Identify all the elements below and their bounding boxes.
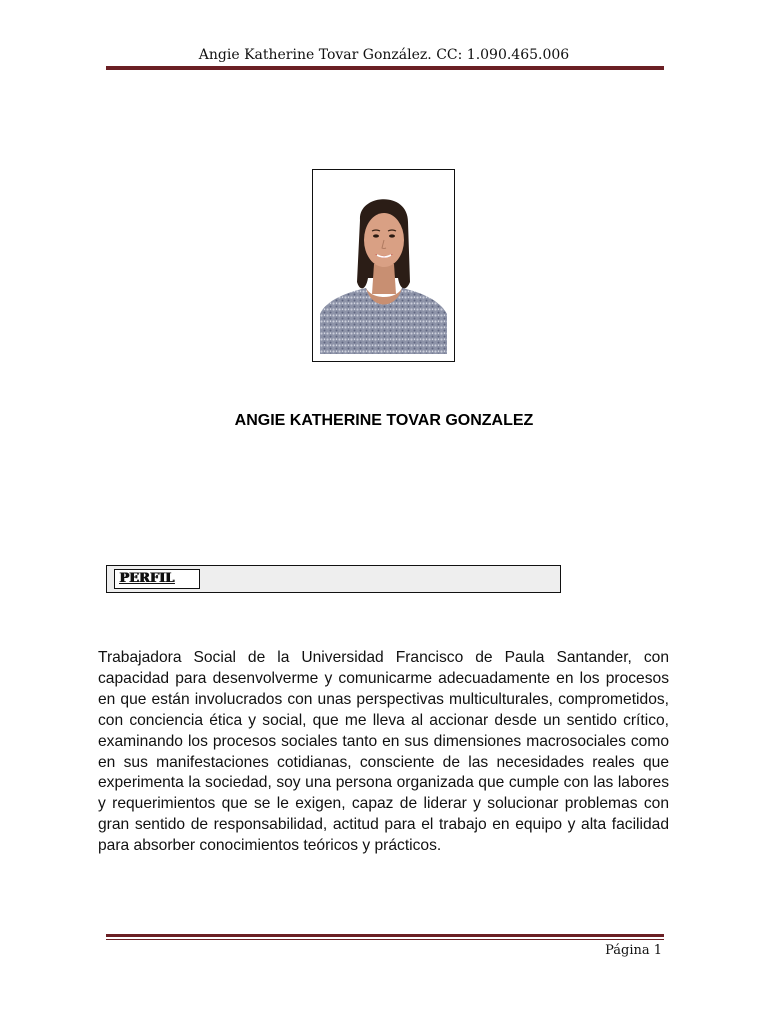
- header-rule: [106, 66, 664, 70]
- person-name: ANGIE KATHERINE TOVAR GONZALEZ: [234, 412, 534, 429]
- footer-rule-thick: [106, 934, 664, 937]
- page-header: Angie Katherine Tovar González. CC: 1.090.465.006: [198, 47, 570, 63]
- photo-frame: [312, 169, 455, 362]
- portrait-photo: [320, 182, 447, 354]
- section-bar-perfil: [106, 565, 561, 593]
- profile-paragraph: Trabajadora Social de la Universidad Francisco de Paula Santander, con capacidad para desenvolverme y comunicarme adecuadamente en los procesos en que están involucrados con unas perspectivas multiculturales, comprometidos, con conciencia ética y social, que me lleva al accionar desde un sentido crítico, examinando los procesos sociales tanto en sus dimensiones macrosociales como en sus manifestaciones cotidianas, consciente de las necesidades reales que experimenta la sociedad, soy una persona organizada que cumple con las labores y requerimientos que se le exigen, capaz de liderar y solucionar problemas con gran sentido de responsabilidad, actitud para el trabajo en equipo y alta facilidad para absorber conocimientos teóricos y prácticos.: [98, 649, 669, 855]
- footer-rule-thin: [106, 939, 664, 940]
- page-number: Página 1: [605, 943, 662, 958]
- section-title: PERFIL: [114, 569, 200, 589]
